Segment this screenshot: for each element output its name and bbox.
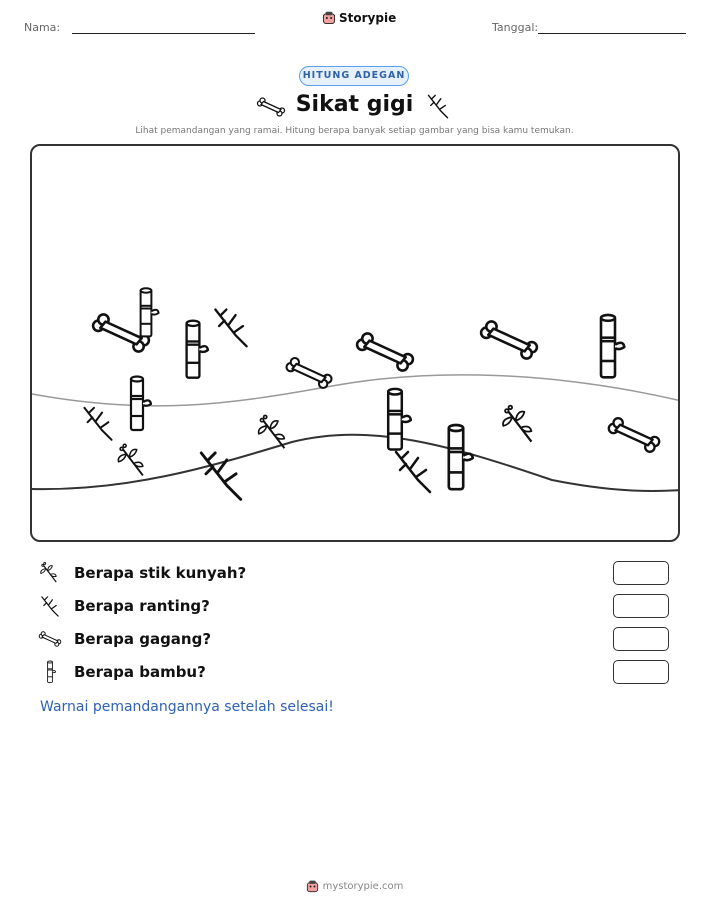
question-row-bamboo	[38, 660, 673, 686]
instructions: Lihat pemandangan yang ramai. Hitung berapa banyak setiap gambar yang bisa kamu temukan.	[135, 126, 574, 136]
bone-handle-5	[609, 418, 659, 452]
name-label: Nama:	[24, 21, 61, 34]
storypie-mascot-icon	[306, 880, 319, 893]
activity-badge: HITUNG ADEGAN	[299, 66, 409, 86]
scene-illustration	[32, 146, 680, 542]
answer-box-bamboo[interactable]	[613, 660, 669, 684]
footer	[0, 880, 709, 893]
coloring-note: Warnai pemandangannya setelah selesai!	[40, 699, 334, 715]
coloring-scene	[30, 144, 680, 542]
question-row-twig	[38, 594, 673, 620]
bamboo-1	[141, 288, 159, 336]
twig-4	[396, 452, 430, 492]
bone-handle-3	[357, 333, 413, 370]
chew-stick-3	[503, 406, 531, 442]
front-hill-line	[32, 435, 680, 491]
twig-3	[201, 453, 240, 499]
bamboo-6	[449, 425, 473, 489]
bone-handle-icon	[38, 627, 62, 651]
chew-stick-1	[118, 444, 143, 475]
name-line[interactable]	[72, 33, 255, 34]
question-row-chew-stick	[38, 561, 673, 587]
chew-stick-icon	[38, 561, 62, 585]
storypie-mascot-icon	[322, 11, 336, 25]
bone-handle-4	[481, 321, 537, 358]
footer-url[interactable]: mystorypie.com	[322, 881, 404, 892]
twig-icon	[38, 594, 62, 618]
question-label: Berapa ranting?	[74, 597, 210, 615]
date-line[interactable]	[538, 33, 686, 34]
bamboo-3	[131, 377, 151, 431]
bamboo-2	[187, 321, 208, 378]
bamboo-4	[601, 315, 624, 377]
answer-box-twig[interactable]	[613, 594, 669, 618]
twig-icon	[424, 92, 452, 120]
page-title: Sikat gigi	[295, 92, 414, 117]
date-label: Tanggal:	[492, 21, 539, 34]
storypie-logo	[322, 11, 396, 25]
question-label: Berapa gagang?	[74, 630, 212, 648]
back-hill-line	[32, 375, 680, 406]
chew-stick-2	[259, 415, 285, 448]
bone-handle-2	[287, 358, 332, 388]
answer-box-handle[interactable]	[613, 627, 669, 651]
twig-2	[84, 408, 111, 440]
brand-name: Storypie	[339, 11, 397, 25]
question-row-handle	[38, 627, 673, 653]
twig-1	[215, 310, 246, 347]
question-label: Berapa bambu?	[74, 663, 206, 681]
question-label: Berapa stik kunyah?	[74, 564, 247, 582]
answer-box-chew-stick[interactable]	[613, 561, 669, 585]
bamboo-icon	[38, 660, 62, 684]
